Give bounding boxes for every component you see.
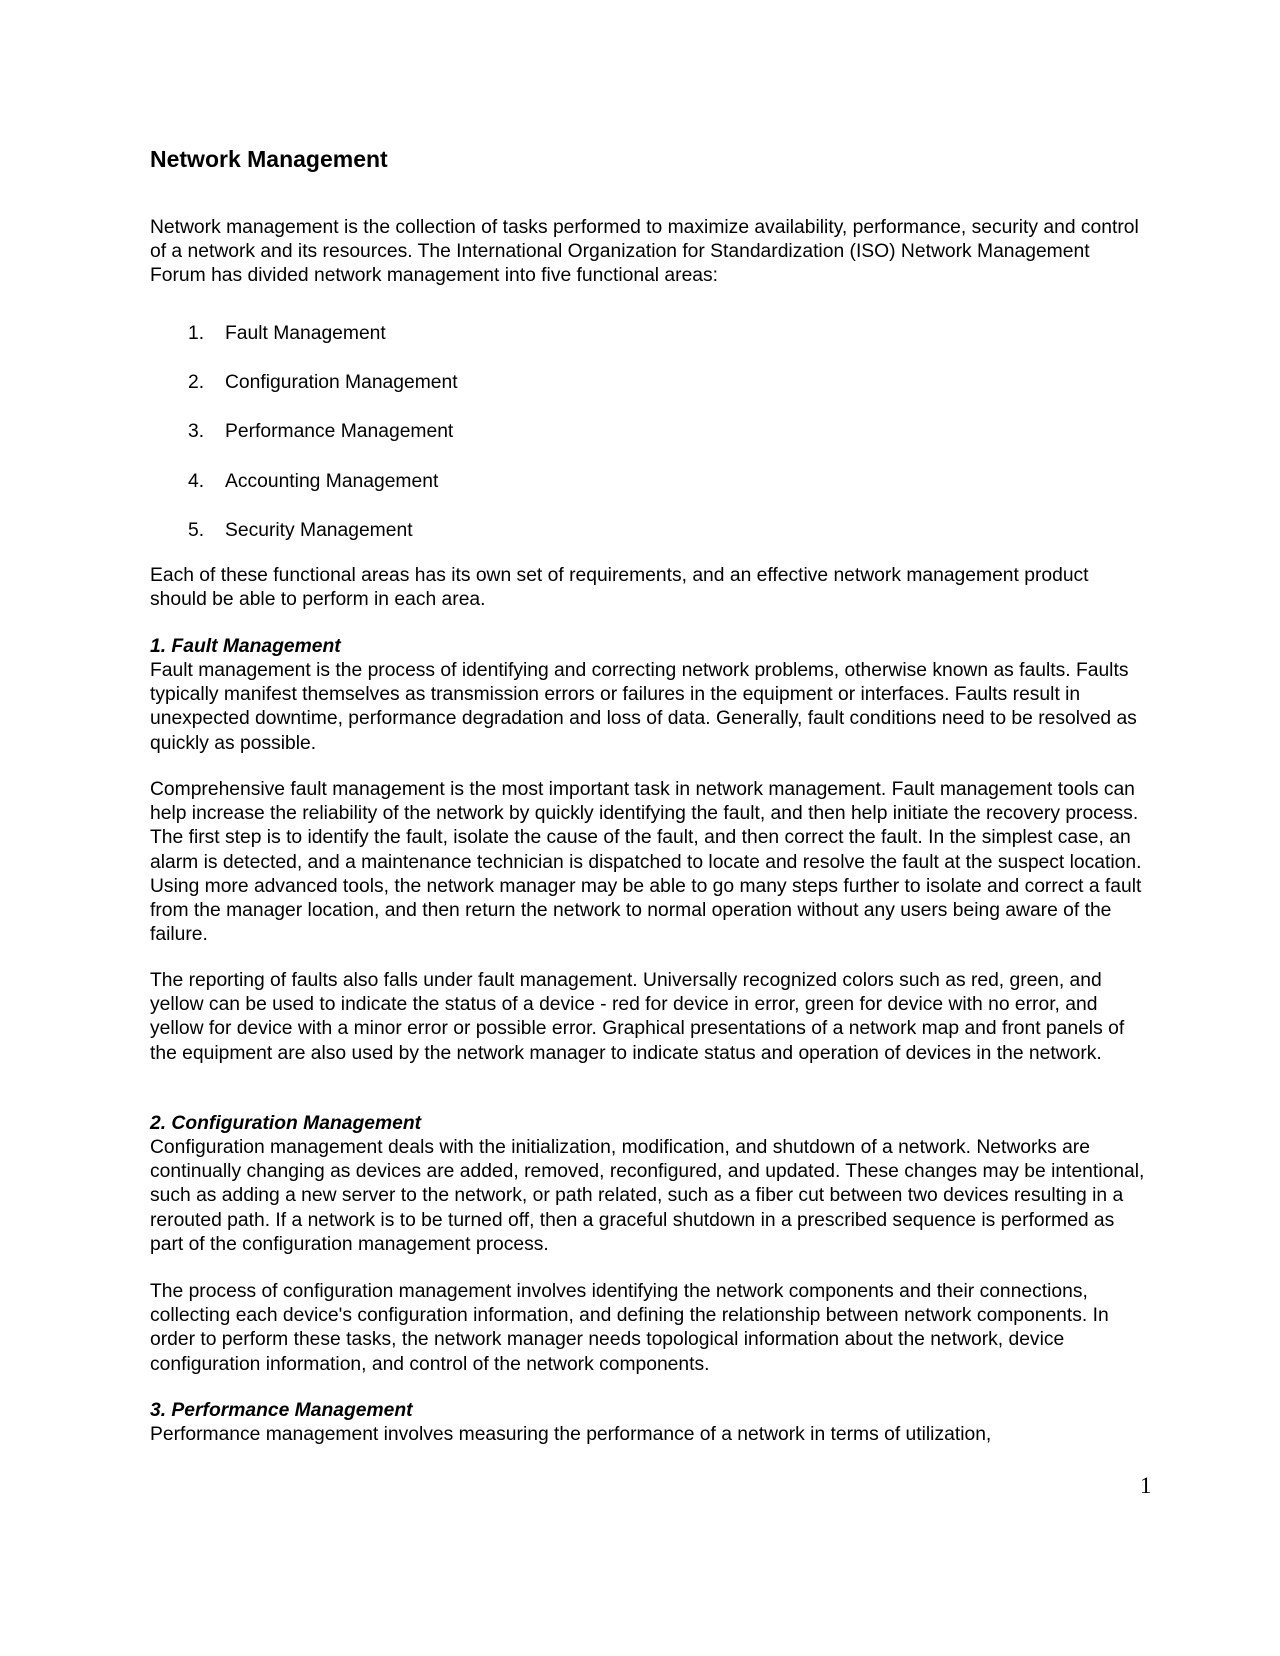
list-item-number: 4. (188, 470, 205, 492)
areas-summary-paragraph: Each of these functional areas has its own set of requirements, and an effective network management product should be able to perform in each area. (150, 565, 1089, 611)
list-item-number: 5. (188, 519, 205, 541)
list-item-label: Configuration Management (225, 372, 458, 394)
list-item-number: 1. (188, 323, 205, 344)
performance-management-heading: 3. Performance Management (150, 1400, 413, 1421)
list-item-number: 3. (188, 421, 205, 443)
page-title: Network Management (150, 146, 388, 172)
configuration-paragraph-2: The process of configuration management involves identifying the network components and their connections, collecting each device's configuration information, and defining the relationship between network components. In order to perform these tasks, the network manager needs topological information about the network, device configuration information, and control of the network components. (150, 1281, 1109, 1375)
performance-paragraph-1: Performance management involves measuring the performance of a network in terms of utilization, (150, 1424, 992, 1445)
list-item-number: 2. (188, 372, 205, 394)
fault-management-heading: 1. Fault Management (150, 636, 341, 657)
fault-paragraph-3: The reporting of faults also falls under fault management. Universally recognized colors such as red, green, and yellow can be used to indicate the status of a device - red for device in error, green for device with no error, and yellow for device with a minor error or possible error. Graphical presentations of a network map and front panels of the equipment are also used by the network manager to indicate status and operation of devices in the network. (150, 970, 1125, 1064)
page-number: 1 (1140, 1473, 1152, 1498)
list-item-label: Performance Management (225, 421, 454, 443)
fault-paragraph-2: Comprehensive fault management is the most important task in network management. Fault management tools can help increase the reliability of the network by quickly identifying the fault, and then help initiate the recovery process. The first step is to identify the fault, isolate the cause of the fault, and then correct the fault. In the simplest case, an alarm is detected, and a maintenance technician is dispatched to locate and resolve the fault at the suspect location. Using more advanced tools, the network manager may be able to go many steps further to isolate and correct a fault from the manager location, and then return the network to normal operation without any users being aware of the failure. (150, 779, 1142, 946)
list-item-label: Fault Management (225, 323, 386, 344)
intro-paragraph: Network management is the collection of tasks performed to maximize availability, performance, security and control of a network and its resources. The International Organization for Standardization (ISO) Network Management Forum has divided network management into five functional areas: (150, 217, 1139, 287)
list-item-label: Accounting Management (225, 470, 439, 492)
configuration-management-heading: 2. Configuration Management (150, 1113, 422, 1134)
configuration-paragraph-1: Configuration management deals with the initialization, modification, and shutdown of a network. Networks are continually changing as devices are added, removed, reconfigured, and updated. These changes may be intentional, such as adding a new server to the network, or path related, such as a fiber cut between two devices resulting in a rerouted path. If a network is to be turned off, then a graceful shutdown in a prescribed sequence is performed as part of the configuration management process. (150, 1137, 1145, 1255)
fault-paragraph-1: Fault management is the process of identifying and correcting network problems, otherwise known as faults. Faults typically manifest themselves as transmission errors or failures in the equipment or interfaces. Faults result in unexpected downtime, performance degradation and loss of data. Generally, fault conditions need to be resolved as quickly as possible. (150, 660, 1137, 754)
list-item-label: Security Management (225, 519, 413, 541)
